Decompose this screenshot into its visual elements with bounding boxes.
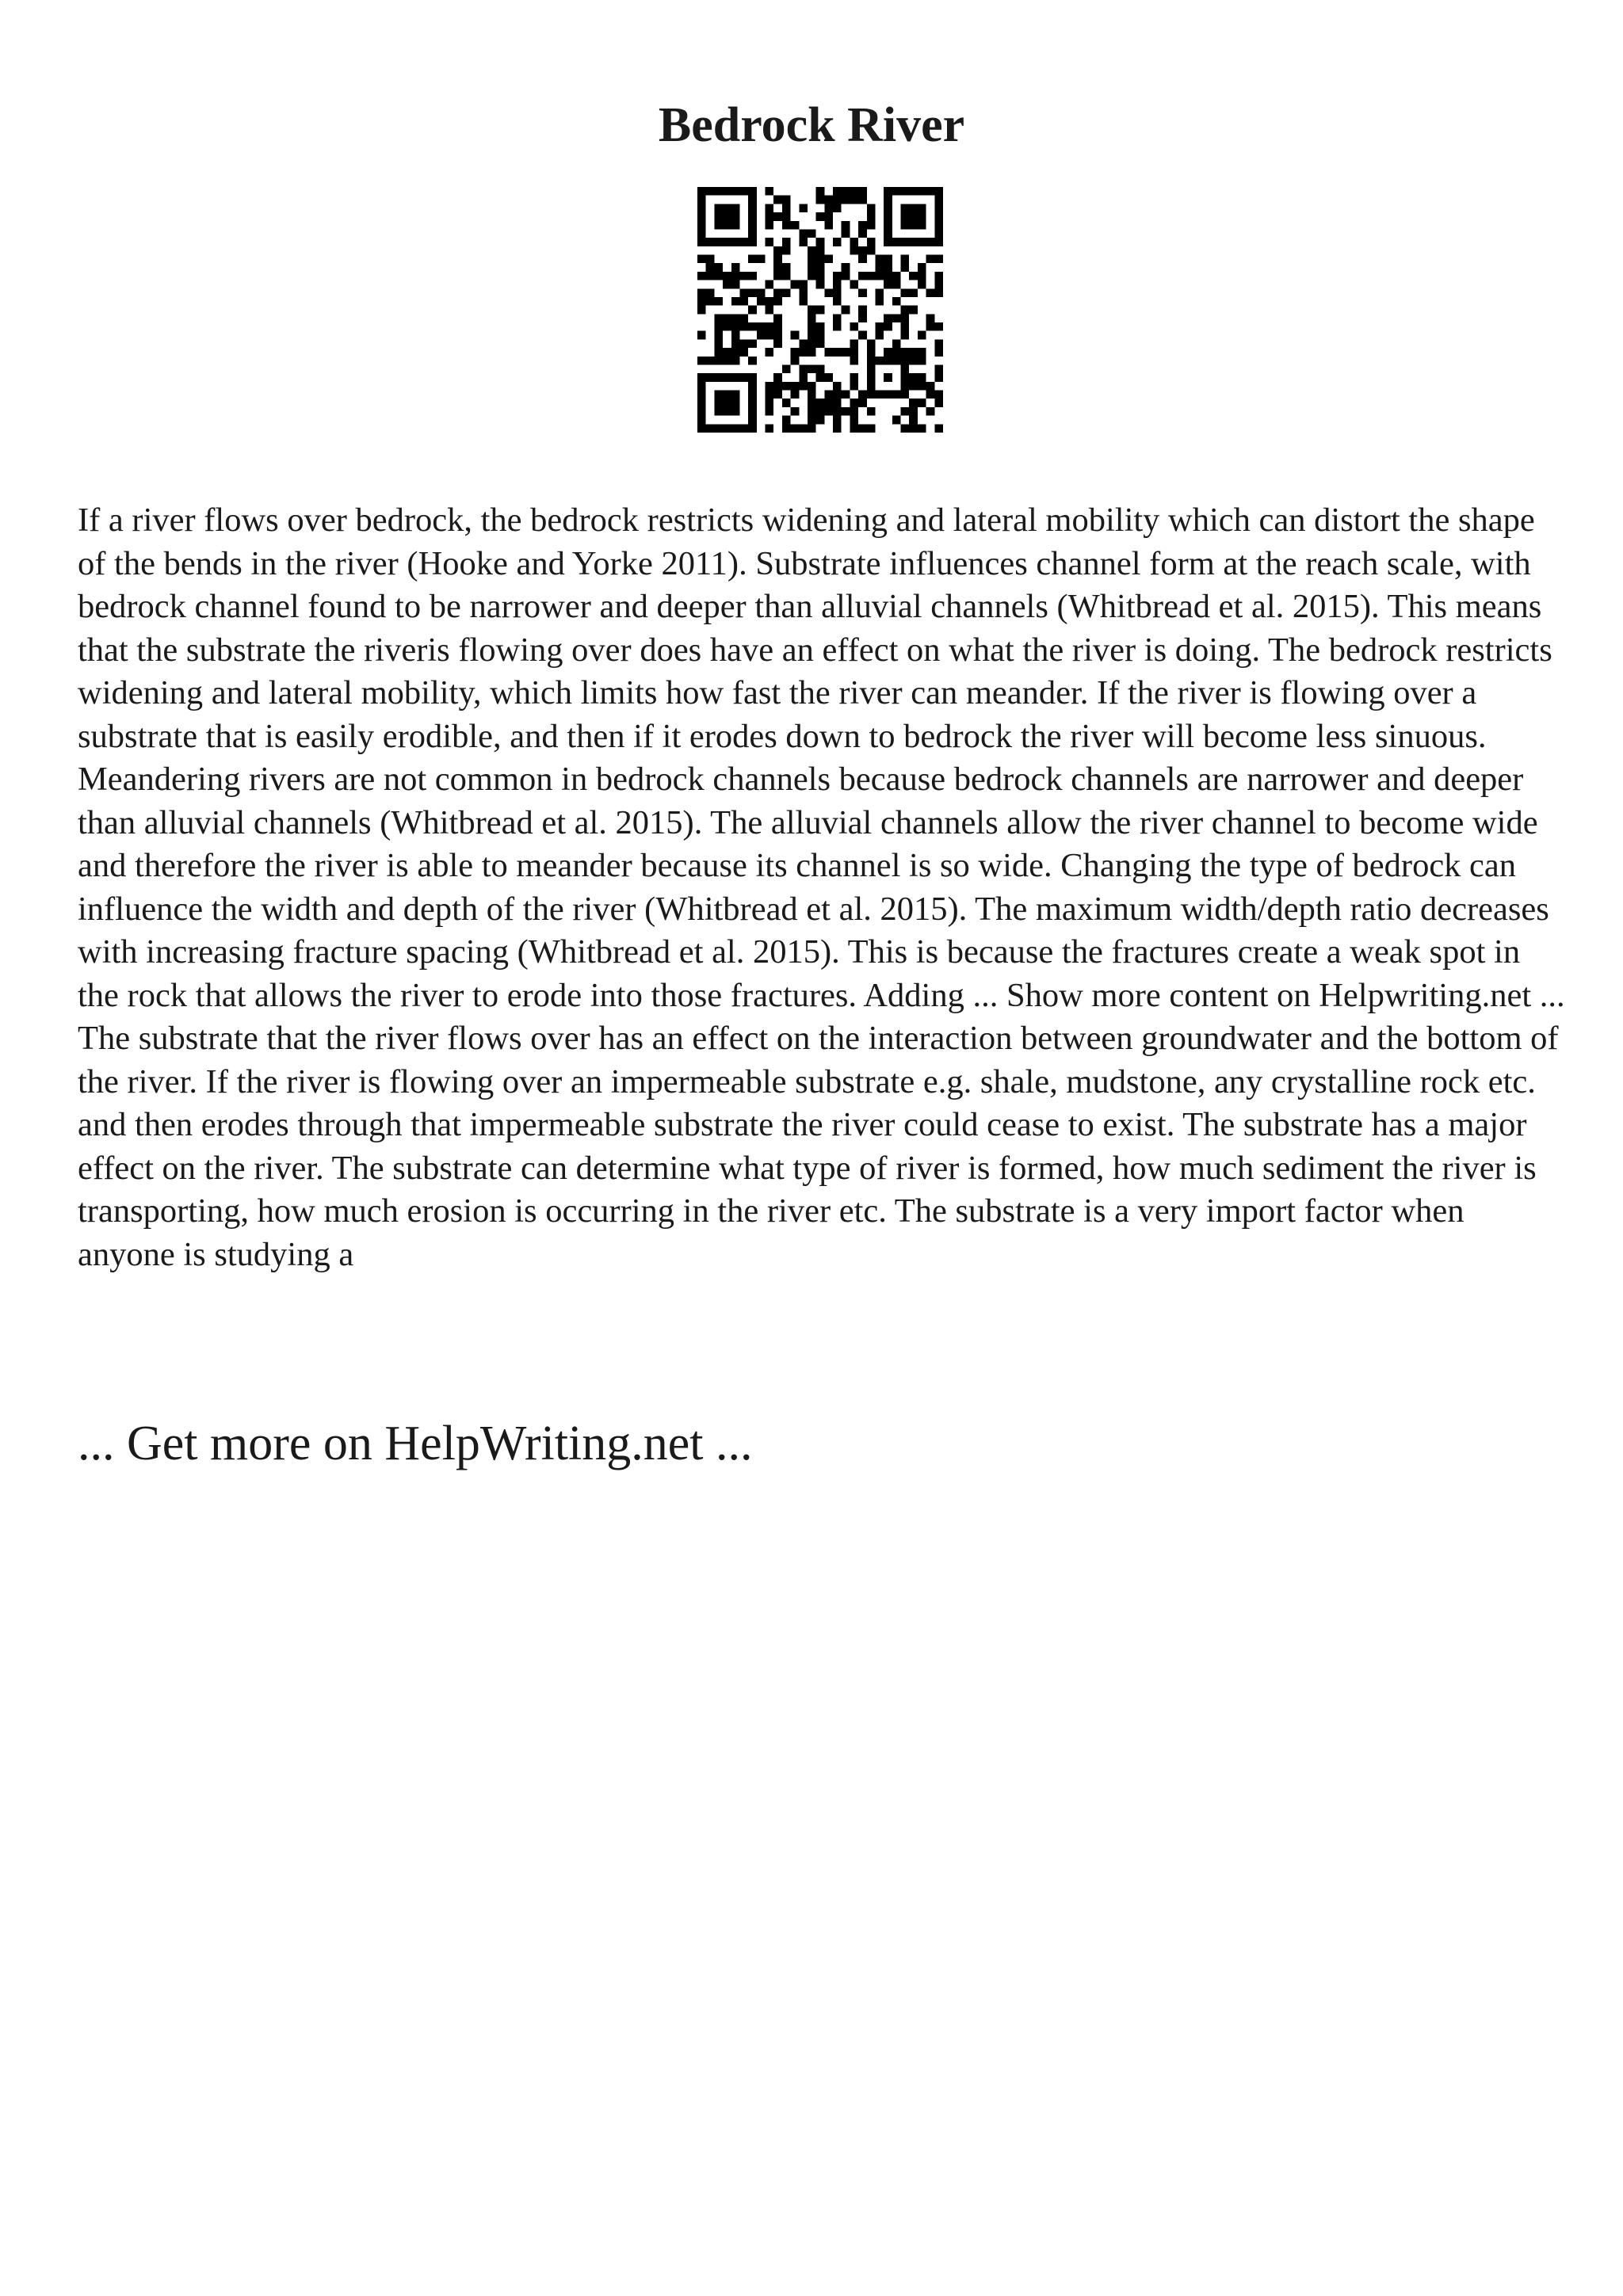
qr-code-icon xyxy=(697,187,943,433)
get-more-link[interactable]: ... Get more on HelpWriting.net ... xyxy=(78,1417,753,1470)
paragraph: If a river flows over bedrock, the bedrock restricts widening and lateral mobility which can distort the shape of the bends in the river (Hooke and Yorke 2011). Substrate influences channel form at the reach scale, with bedrock channel found to be narrower and deeper than alluvial channels (Whitbread et al. 2015). This means that the substrate the riveris flowing over does have an effect on what the river is doing. The bedrock restricts widening and lateral mobility, which limits how fast the river can meander. If the river is flowing over a substrate that is easily erodible, and then if it erodes down to bedrock the river will become less sinuous. xyxy=(78,502,1552,755)
article-body xyxy=(78,499,1568,1276)
paragraph: The substrate that the river flows over has an effect on the interaction between groundwater and the bottom of the river. If the river is flowing over an impermeable substrate e.g. shale, mudstone, any crystalline rock etc. and then erodes through that impermeable substrate the river could cease to exist. The substrate has a major effect on the river. The substrate can determine what type of river is formed, how much sediment the river is transporting, how much erosion is occurring in the river etc. The substrate is a very import factor when anyone is studying a xyxy=(78,1020,1559,1273)
page-title: Bedrock River xyxy=(658,98,965,152)
paragraph: Meandering rivers are not common in bedrock channels because bedrock channels are narrower and deeper than alluvial channels (Whitbread et al. 2015). The alluvial channels allow the river channel to become wide and therefore the river is able to meander because its channel is so wide. Changing the type of bedrock can influence the width and depth of the river (Whitbread et al. 2015). The maximum width/depth ratio decreases with increasing fracture spacing (Whitbread et al. 2015). This is because the fractures create a weak spot in the rock that allows the river to erode into those fractures. Adding ... Show more content on Helpwriting.net ... xyxy=(78,761,1565,1014)
